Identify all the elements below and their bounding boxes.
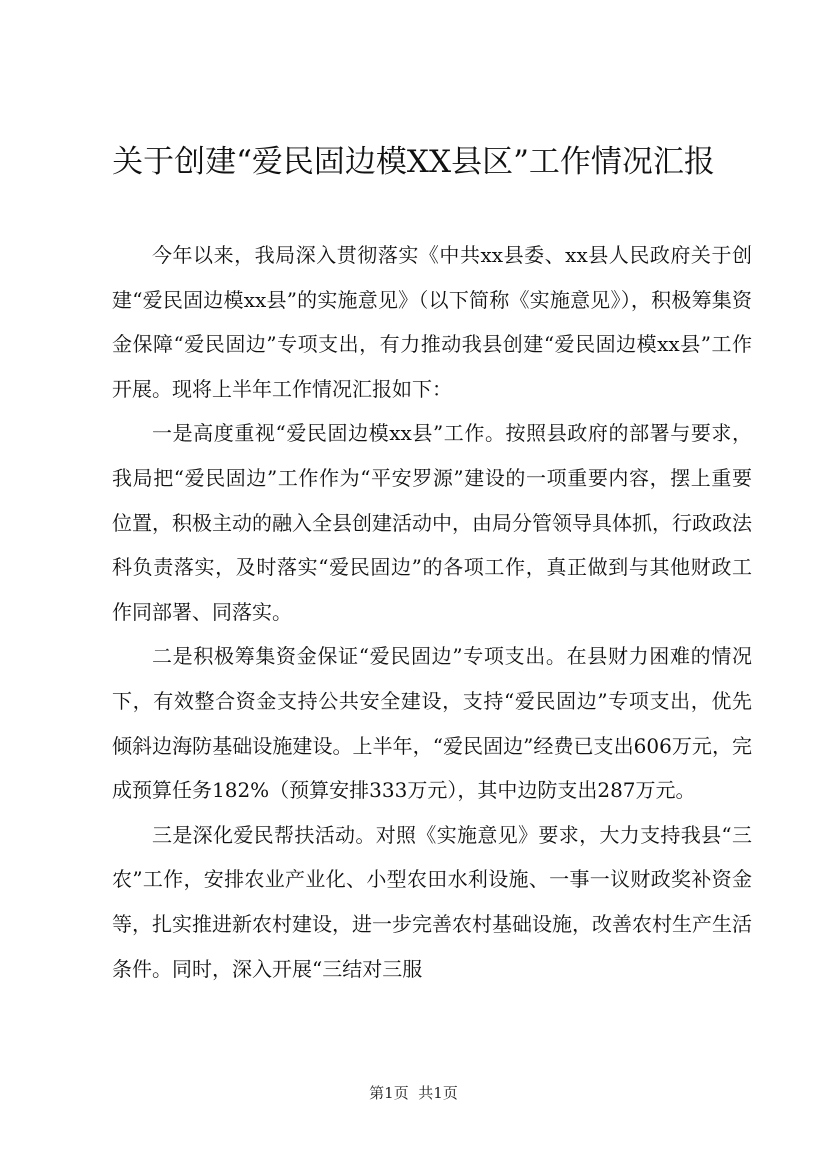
page-label-suffix: 页 xyxy=(442,1084,458,1102)
page-label-prefix: 第 xyxy=(369,1084,385,1102)
page-total: 1 xyxy=(433,1084,443,1102)
page-footer xyxy=(0,1083,827,1103)
paragraph-point-three: 三是深化爱民帮扶活动。对照《实施意见》要求，大力支持我县“三农”工作，安排农业产业化、小型农田水利设施、一事一议财政奖补资金等，扎实推进新农村建设，进一步完善农村基础设施，改善农村生产生活条件。同时，深入开展“三结对三服 xyxy=(112,822,752,981)
page-label-mid: 页 共 xyxy=(393,1084,434,1102)
page-number: 1 xyxy=(384,1084,394,1102)
paragraph-point-one: 一是高度重视“爱民固边模xx县”工作。按照县政府的部署与要求，我局把“爱民固边”工作作为“平安罗源”建设的一项重要内容，摆上重要位置，积极主动的融入全县创建活动中，由局分管领导具体抓，行政政法科负责落实，及时落实“爱民固边”的各项工作，真正做到与其他财政工作同部署、同落实。 xyxy=(112,421,752,624)
document-title: 关于创建“爱民固边模XX县区”工作情况汇报 xyxy=(112,144,715,180)
document-body xyxy=(112,233,752,991)
paragraph-point-two: 二是积极筹集资金保证“爱民固边”专项支出。在县财力困难的情况下，有效整合资金支持公共安全建设，支持“爱民固边”专项支出，优先倾斜边海防基础设施建设。上半年，“爱民固边”经费已支出606万元，完成预算任务182%（预算安排333万元），其中边防支出287万元。 xyxy=(112,644,752,803)
paragraph-intro: 今年以来，我局深入贯彻落实《中共xx县委、xx县人民政府关于创建“爱民固边模xx县”的实施意见》（以下简称《实施意见》），积极筹集资金保障“爱民固边”专项支出，有力推动我县创建“爱民固边模xx县”工作开展。现将上半年工作情况汇报如下： xyxy=(112,243,752,401)
